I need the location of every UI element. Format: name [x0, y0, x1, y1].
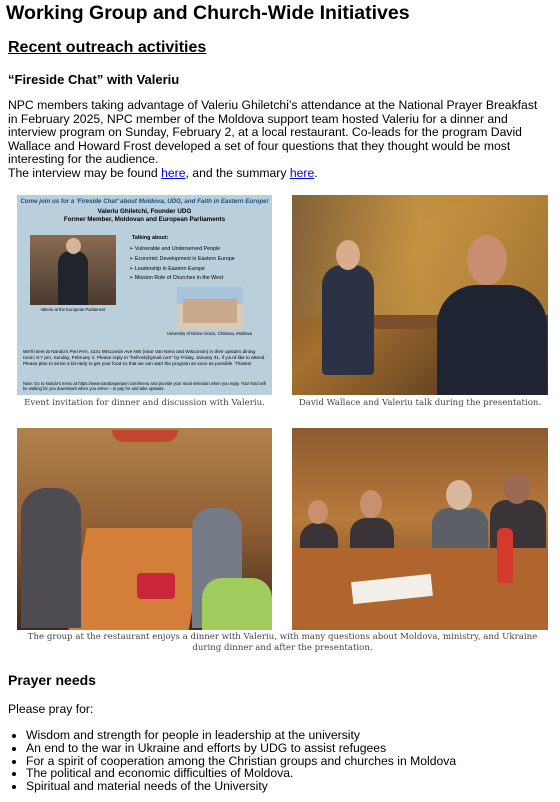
flyer-topic: ➢ Leadership in Eastern Europe	[129, 265, 235, 275]
flyer-name-line2: Former Member, Moldovan and European Parliaments	[63, 215, 226, 223]
prayer-list	[8, 729, 548, 793]
caption-dinner: The group at the restaurant enjoys a dinner with Valeriu, with many questions about Moldova, ministry, and Ukraine during dinner and after the presentation.	[27, 632, 538, 653]
flyer-body-text: We'll meet at Nando's Peri Peri, 4231 Wisconsin Ave NW (near Van Ness and Wisconsin) in their upstairs dining room; 5-7 pm, Sunday, February 2. Please reply to "hefrost@gmail.com" by Friday, January 31, if you'd like to attend. Please plan to arrive a bit early to get your food so that we can start the program as soon as possible. Thanks!	[23, 349, 266, 367]
diner-green-shirt	[202, 578, 272, 630]
article-intro	[8, 99, 548, 180]
flyer-topic-list	[129, 245, 235, 284]
flyer-topic: ➢ Mission Role of Churches in the West	[129, 274, 235, 284]
caption-talk: David Wallace and Valeriu talk during the presentation.	[298, 398, 542, 408]
speakers-photo	[292, 195, 548, 395]
diner-head	[504, 474, 530, 504]
flyer-talking-label: Talking about:	[132, 235, 169, 241]
flyer-topic: ➢ Economic Development in Eastern Europe	[129, 255, 235, 265]
flyer-university-photo	[177, 287, 243, 329]
interview-end: .	[314, 165, 318, 180]
invitation-flyer-image	[17, 195, 272, 395]
interview-link[interactable]: here	[161, 165, 186, 180]
prayer-item: • Wisdom and strength for people in leadership at the university	[26, 729, 548, 742]
prayer-intro: Please pray for:	[8, 702, 94, 716]
prayer-item: • Spiritual and material needs of the University	[26, 780, 548, 793]
photo-red-bag	[137, 573, 175, 599]
speaker-right-body	[437, 285, 547, 395]
interview-prefix: The interview may be found	[8, 165, 162, 180]
diner-head	[446, 480, 472, 510]
portrait-head	[66, 238, 81, 254]
page-title: Working Group and Church-Wide Initiatives	[6, 2, 410, 24]
section-title: Recent outreach activities	[8, 39, 207, 56]
flyer-headline: Come join us for a ‘Fireside Chat’ about Moldova, UDG, and Faith in Eastern Europe!	[20, 198, 269, 205]
flyer-name-line1: Valeriu Ghiletchi, Founder UDG	[97, 208, 192, 215]
dinner-table-photo	[17, 428, 272, 630]
speaker-left-head	[336, 240, 360, 270]
diner-head	[360, 490, 382, 518]
caption-invitation: Event invitation for dinner and discussion with Valeriu.	[24, 398, 265, 408]
portrait-suit	[58, 251, 88, 305]
photo-bottle	[497, 528, 513, 583]
article-title: “Fireside Chat” with Valeriu	[8, 72, 180, 87]
photo-lamp	[112, 430, 178, 442]
diners-photo	[292, 428, 548, 630]
university-building	[183, 299, 237, 323]
prayer-title: Prayer needs	[8, 672, 96, 688]
summary-link[interactable]: here	[289, 165, 315, 180]
flyer-topic: ➢ Vulnerable and Underserved People	[129, 245, 235, 255]
prayer-item: • An end to the war in Ukraine and efforts by UDG to assist refugees	[26, 742, 548, 755]
interview-middle: , and the summary	[185, 165, 290, 180]
diners-left	[21, 488, 81, 628]
prayer-item: • For a spirit of cooperation among the Christian groups and churches in Moldova	[26, 755, 548, 768]
speaker-left-body	[322, 265, 374, 375]
flyer-university-caption: University of Divine Grace, Chisinau, Moldova	[166, 331, 253, 336]
flyer-name	[17, 208, 272, 223]
flyer-note-text: Note: Go to Nando's menu at https://www.nandosperiperi.com/menu and provide your meal selection when you reply. Your food will be waiting for you downstairs when you arrive -- to pay for and take upstairs.	[23, 381, 266, 392]
diner-head	[308, 500, 328, 524]
prayer-item: • The political and economic difficulties of Moldova.	[26, 767, 548, 780]
flyer-portrait-photo	[30, 235, 116, 305]
speaker-right-head	[467, 235, 507, 285]
intro-text: NPC members taking advantage of Valeriu Ghiletchi’s attendance at the National Prayer Breakfast in February 2025, NPC member of the Moldova support team hosted Valeriu for a dinner and interview program on Sunday, February 2, at a local restaurant. Co-leads for the program David Wallace and Howard Frost developed a set of four questions that they thought would be most interesting for the audience.	[8, 98, 538, 166]
flyer-portrait-caption: Valeriu at the European Parliament	[40, 307, 106, 312]
